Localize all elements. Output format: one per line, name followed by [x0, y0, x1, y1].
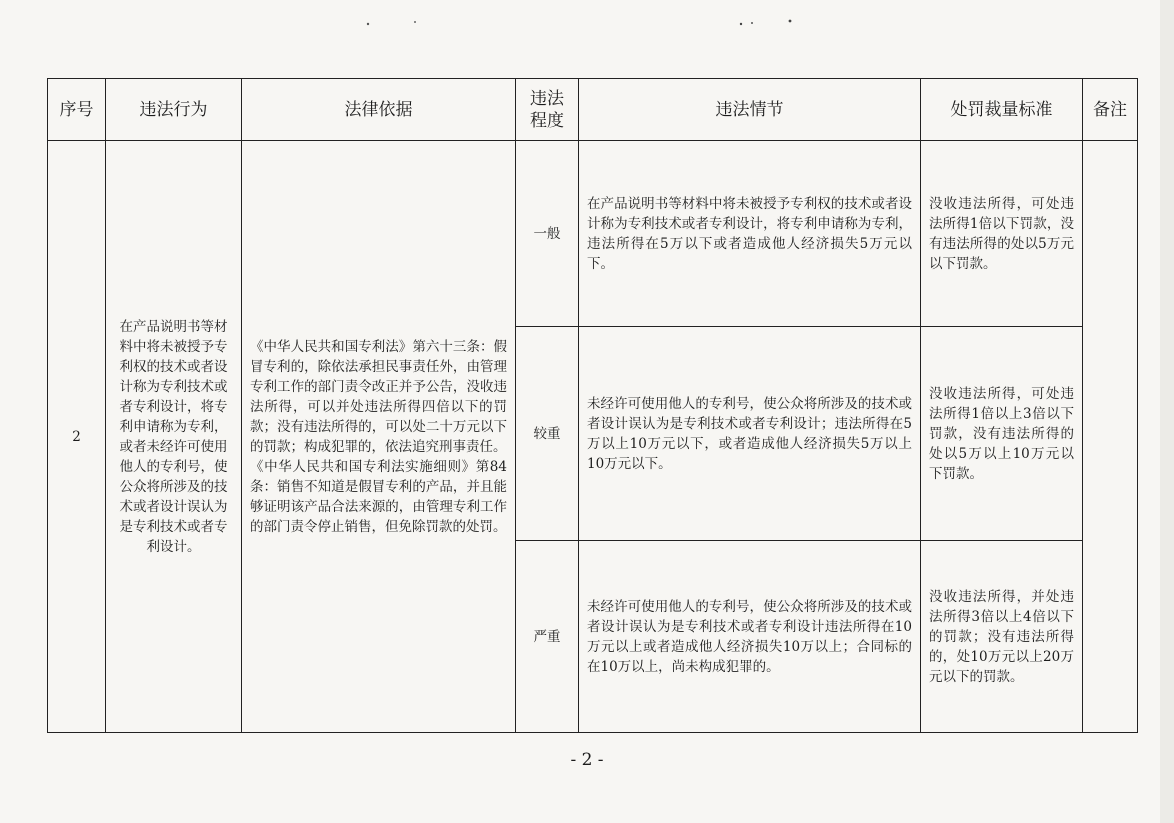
header-degree: 违法 程度: [516, 79, 579, 141]
row-seq: 2: [48, 141, 106, 733]
degree-general: 一般: [516, 141, 579, 327]
circumstance-general: 在产品说明书等材料中将未被授予专利权的技术或者设计称为专利技术或者专利设计，将专利申请称为专利，违法所得在5万以下或者造成他人经济损失5万元以下。: [579, 141, 921, 327]
table-row: [48, 141, 1138, 327]
row-act: 在产品说明书等材料中将未被授予专利权的技术或者设计称为专利技术或者专利设计，将专利申请称为专利，或者未经许可使用他人的专利号，使公众将所涉及的技术或者设计误认为是专利技术或者专利设计。: [106, 141, 242, 733]
header-basis: 法律依据: [242, 79, 516, 141]
degree-severe: 严重: [516, 541, 579, 733]
header-standard: 处罚裁量标准: [921, 79, 1083, 141]
header-note: 备注: [1083, 79, 1138, 141]
circumstance-serious: 未经许可使用他人的专利号，使公众将所涉及的技术或者设计误认为是专利技术或者专利设计；违法所得在5万以上10万元以下，或者造成他人经济损失5万以上10万元以下。: [579, 327, 921, 541]
standard-severe: 没收违法所得，并处违法所得3倍以上4倍以下的罚款；没有违法所得的，处10万元以上20万元以下的罚款。: [921, 541, 1083, 733]
standard-serious: 没收违法所得，可处违法所得1倍以上3倍以下罚款，没有违法所得的处以5万以上10万元以下罚款。: [921, 327, 1083, 541]
header-row: [48, 79, 1138, 141]
header-seq: 序号: [48, 79, 106, 141]
standard-general: 没收违法所得，可处违法所得1倍以下罚款，没有违法所得的处以5万元以下罚款。: [921, 141, 1083, 327]
header-act: 违法行为: [106, 79, 242, 141]
header-circumstance: 违法情节: [579, 79, 921, 141]
degree-serious: 较重: [516, 327, 579, 541]
page-number: - 2 -: [570, 750, 604, 770]
row-note: [1083, 141, 1138, 733]
circumstance-severe: 未经许可使用他人的专利号，使公众将所涉及的技术或者设计误认为是专利技术或者专利设计违法所得在10万元以上或者造成他人经济损失10万以上；合同标的在10万以上，尚未构成犯罪的。: [579, 541, 921, 733]
row-basis: 《中华人民共和国专利法》第六十三条：假冒专利的，除依法承担民事责任外，由管理专利工作的部门责令改正并予公告，没收违法所得，可以并处违法所得四倍以下的罚款；没有违法所得的，可以处二十万元以下的罚款；构成犯罪的，依法追究刑事责任。 《中华人民共和国专利法实施细则》第84条：销售不知道是假冒专利的产品，并且能够证明该产品合法来源的，由管理专利工作的部门责令停止销售，但免除罚款的处罚。: [242, 141, 516, 733]
penalty-table: [47, 78, 1138, 733]
